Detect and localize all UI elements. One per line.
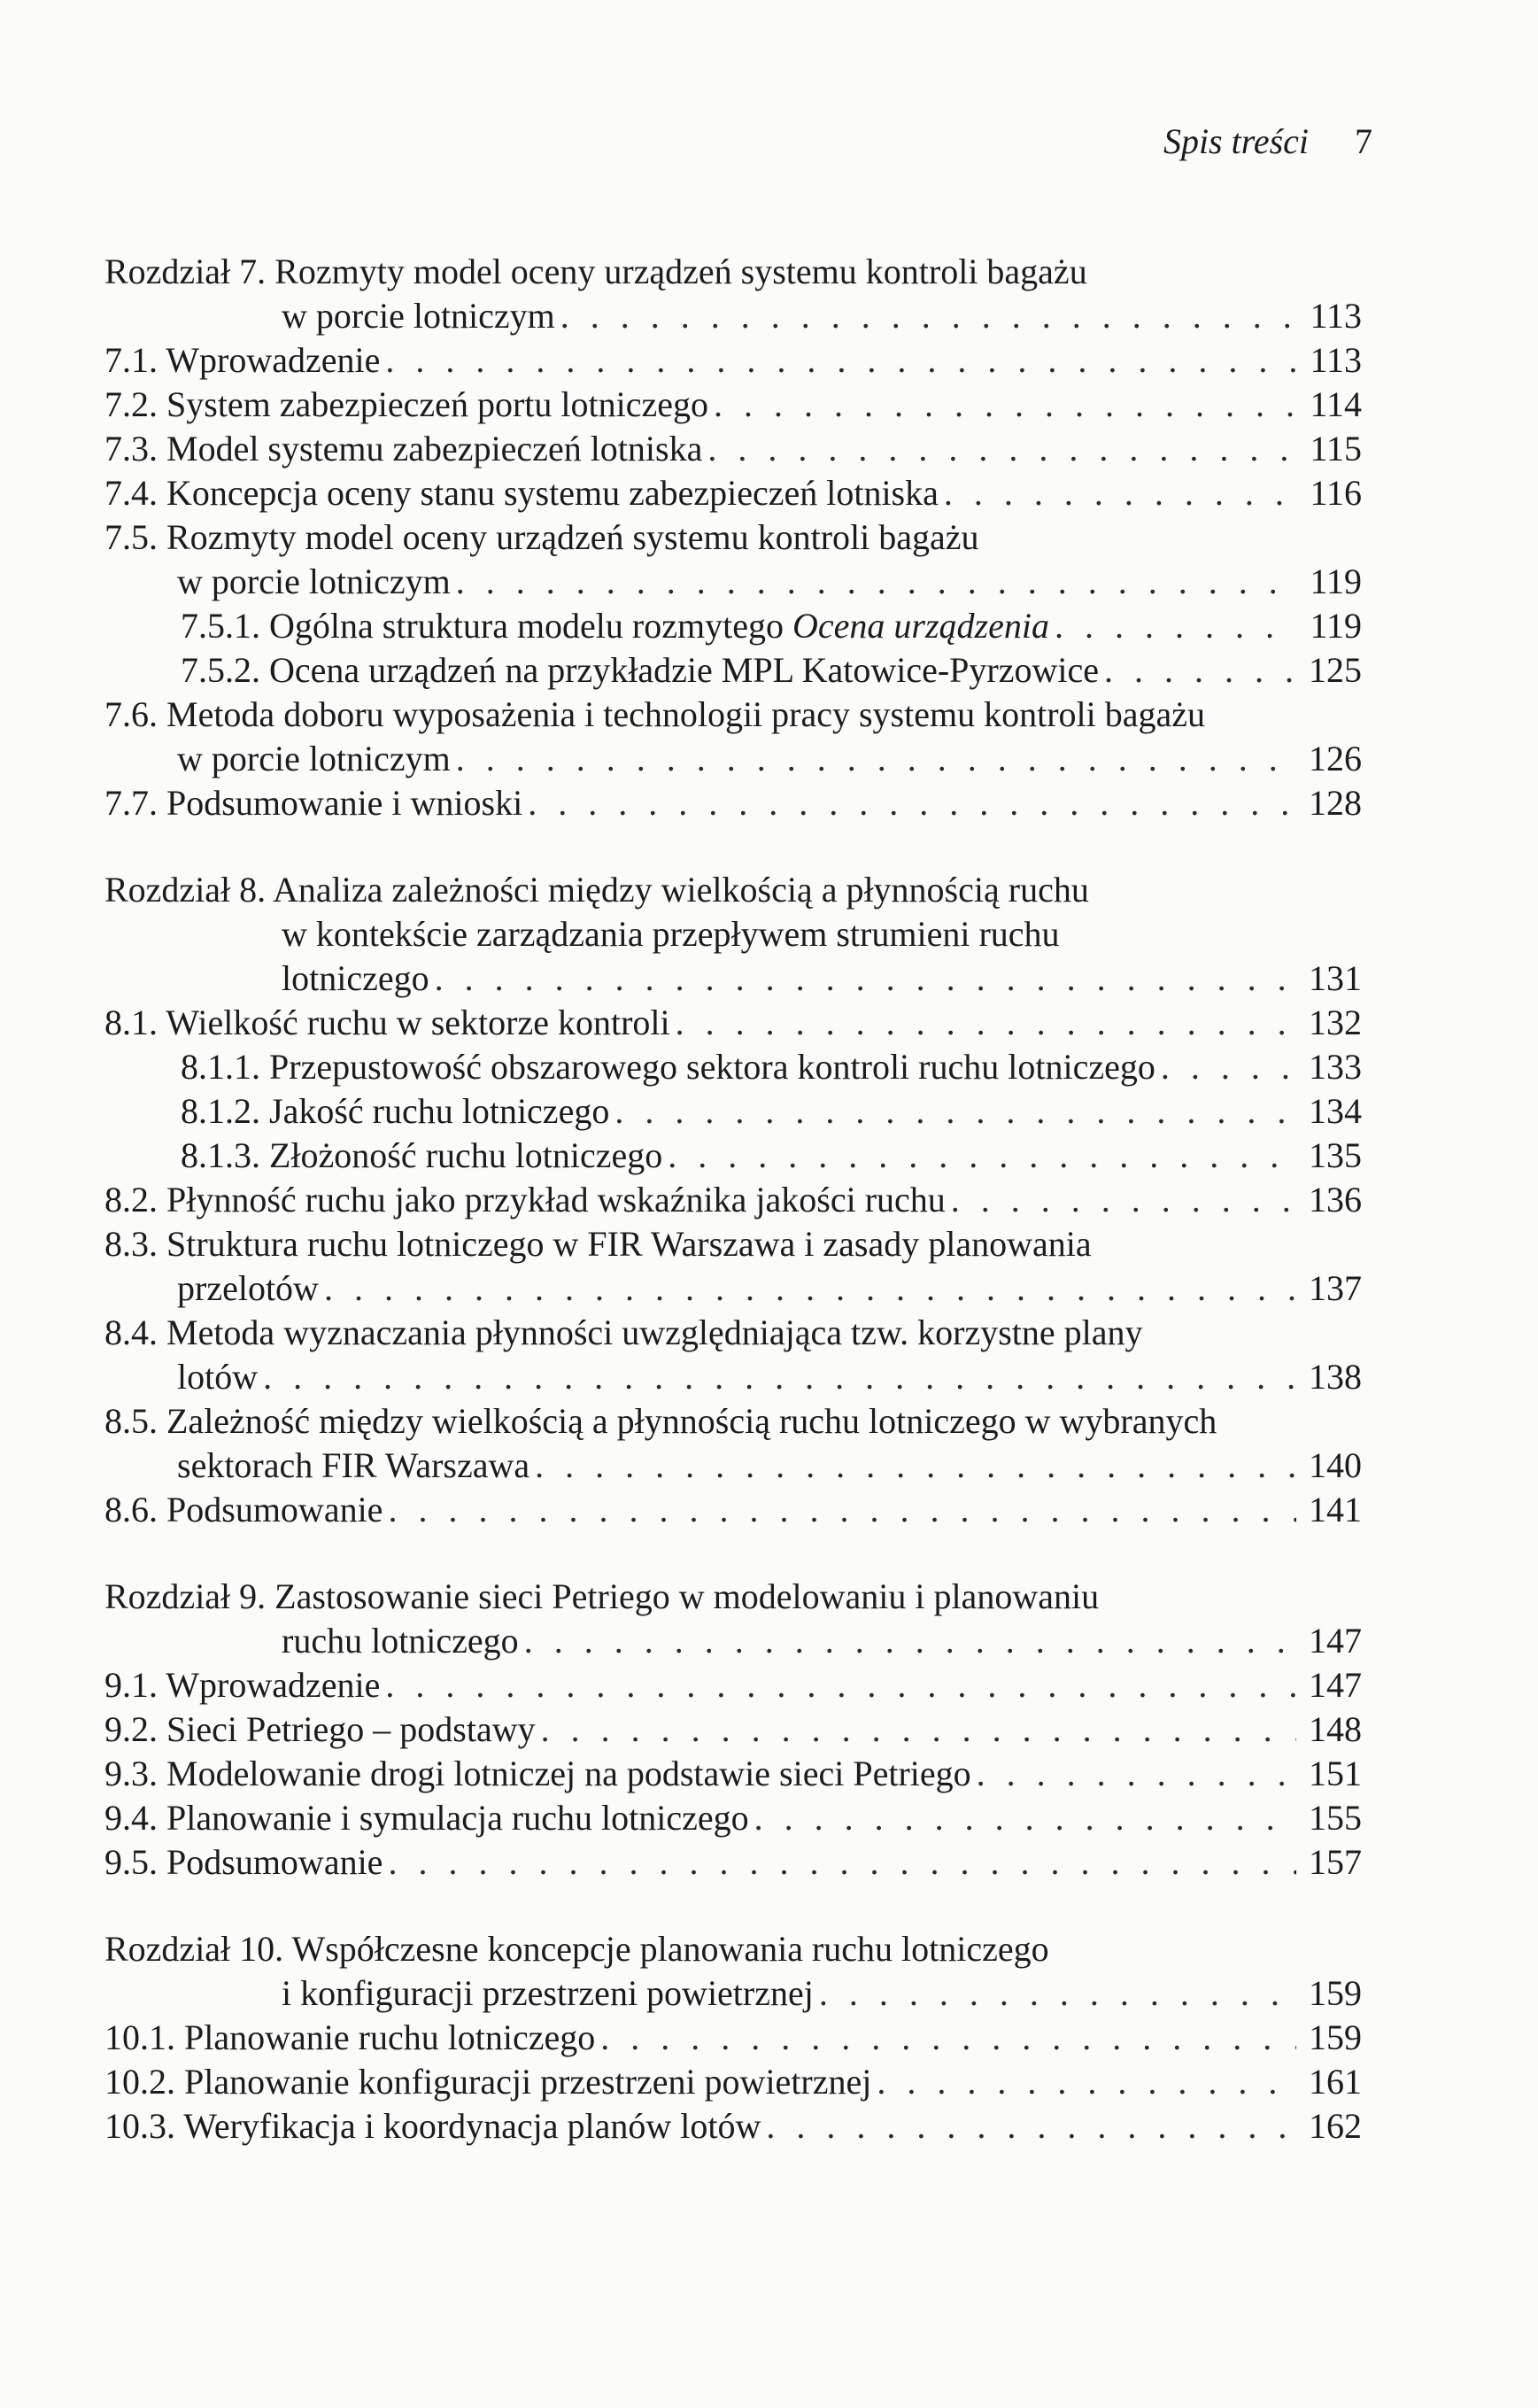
- toc-entry-8-5-cont: sektorach FIR Warszawa . . . 140: [104, 1444, 1362, 1488]
- toc-entry-7-6-cont: w porcie lotniczym . . . 126: [104, 737, 1362, 781]
- toc-entry-7-6: 7.6. Metoda doboru wyposażenia i technologii pracy systemu kontroli bagażu: [104, 694, 1206, 734]
- chapter-10-title: Rozdział 10. Współczesne koncepcje planowania ruchu lotniczego: [104, 1929, 1049, 1969]
- toc-entry-8-6: 8.6. Podsumowanie . . . 141: [104, 1488, 1362, 1532]
- chapter-7-title: Rozdział 7. Rozmyty model oceny urządzeń systemu kontroli bagażu: [104, 252, 1087, 291]
- toc-entry-9-2: 9.2. Sieci Petriego – podstawy . . . 148: [104, 1707, 1362, 1752]
- toc-page: 113: [1310, 296, 1362, 336]
- running-header: [1142, 120, 1372, 162]
- toc-entry-8-5: 8.5. Zależność między wielkością a płynnością ruchu lotniczego w wybranych: [104, 1401, 1217, 1441]
- toc-entry-7-5: 7.5. Rozmyty model oceny urządzeń systemu kontroli bagażu: [104, 517, 979, 557]
- toc-entry-7-2: 7.2. System zabezpieczeń portu lotniczego . . . 114: [104, 383, 1362, 427]
- chapter-9-title: Rozdział 9. Zastosowanie sieci Petriego w modelowaniu i planowaniu: [104, 1576, 1100, 1616]
- toc-entry-7-4: 7.4. Koncepcja oceny stanu systemu zabezpieczeń lotniska . . . 116: [104, 471, 1362, 515]
- toc-entry-9-1: 9.1. Wprowadzenie . . . 147: [104, 1663, 1362, 1707]
- chapter-8-title: Rozdział 8. Analiza zależności między wielkością a płynnością ruchu: [104, 870, 1089, 910]
- chapter-8-title-cont: w kontekście zarządzania przepływem strumieni ruchu: [282, 914, 1060, 954]
- toc-entry-10-3: 10.3. Weryfikacja i koordynacja planów lotów . . . 162: [104, 2104, 1362, 2149]
- toc-entry-8-3: 8.3. Struktura ruchu lotniczego w FIR Warszawa i zasady planowania: [104, 1224, 1092, 1264]
- toc-entry-7-5-cont: w porcie lotniczym . . . 119: [104, 560, 1362, 604]
- chapter-9-title-cont: ruchu lotniczego . . . 147: [104, 1619, 1362, 1663]
- toc-entry-10-2: 10.2. Planowanie konfiguracji przestrzeni powietrznej . . . 161: [104, 2060, 1362, 2104]
- toc-entry-8-1-2: 8.1.2. Jakość ruchu lotniczego . . . 134: [104, 1089, 1362, 1134]
- toc-entry-7-3: 7.3. Model systemu zabezpieczeń lotniska . . . 115: [104, 427, 1362, 471]
- toc-entry-8-1-1: 8.1.1. Przepustowość obszarowego sektora kontroli ruchu lotniczego . . . 133: [104, 1045, 1362, 1089]
- toc-entry-8-3-cont: przelotów . . . 137: [104, 1266, 1362, 1311]
- toc-entry-9-5: 9.5. Podsumowanie . . . 157: [104, 1840, 1362, 1885]
- toc-entry-7-5-2: 7.5.2. Ocena urządzeń na przykładzie MPL Katowice-Pyrzowice . . . 125: [104, 648, 1362, 693]
- toc-entry-7-7: 7.7. Podsumowanie i wnioski . . . 128: [104, 781, 1362, 825]
- toc-entry-8-4-cont: lotów . . . 138: [104, 1355, 1362, 1399]
- chapter-8-title-cont2: lotniczego . . . 131: [104, 956, 1362, 1001]
- toc-entry-9-4: 9.4. Planowanie i symulacja ruchu lotniczego . . . 155: [104, 1796, 1362, 1840]
- running-header-title: Spis treści: [1163, 121, 1309, 161]
- toc-entry-10-1: 10.1. Planowanie ruchu lotniczego . . . 159: [104, 2016, 1362, 2060]
- page-number: 7: [1355, 121, 1372, 161]
- table-of-contents: [104, 250, 1362, 2149]
- toc-entry-8-1: 8.1. Wielkość ruchu w sektorze kontroli . . . 132: [104, 1001, 1362, 1045]
- toc-entry-8-2: 8.2. Płynność ruchu jako przykład wskaźnika jakości ruchu . . . 136: [104, 1178, 1362, 1222]
- toc-entry-7-1: 7.1. Wprowadzenie . . . 113: [104, 338, 1362, 383]
- toc-entry-8-4: 8.4. Metoda wyznaczania płynności uwzględniająca tzw. korzystne plany: [104, 1312, 1143, 1352]
- chapter-7-title-cont: w porcie lotniczym . . . 113: [104, 294, 1362, 338]
- toc-entry-8-1-3: 8.1.3. Złożoność ruchu lotniczego . . . 135: [104, 1134, 1362, 1178]
- toc-entry-9-3: 9.3. Modelowanie drogi lotniczej na podstawie sieci Petriego . . . 151: [104, 1752, 1362, 1796]
- chapter-10-title-cont: i konfiguracji przestrzeni powietrznej . . . 159: [104, 1971, 1362, 2016]
- toc-entry-7-5-1: 7.5.1. Ogólna struktura modelu rozmytego Ocena urządzenia . . . 119: [104, 604, 1362, 648]
